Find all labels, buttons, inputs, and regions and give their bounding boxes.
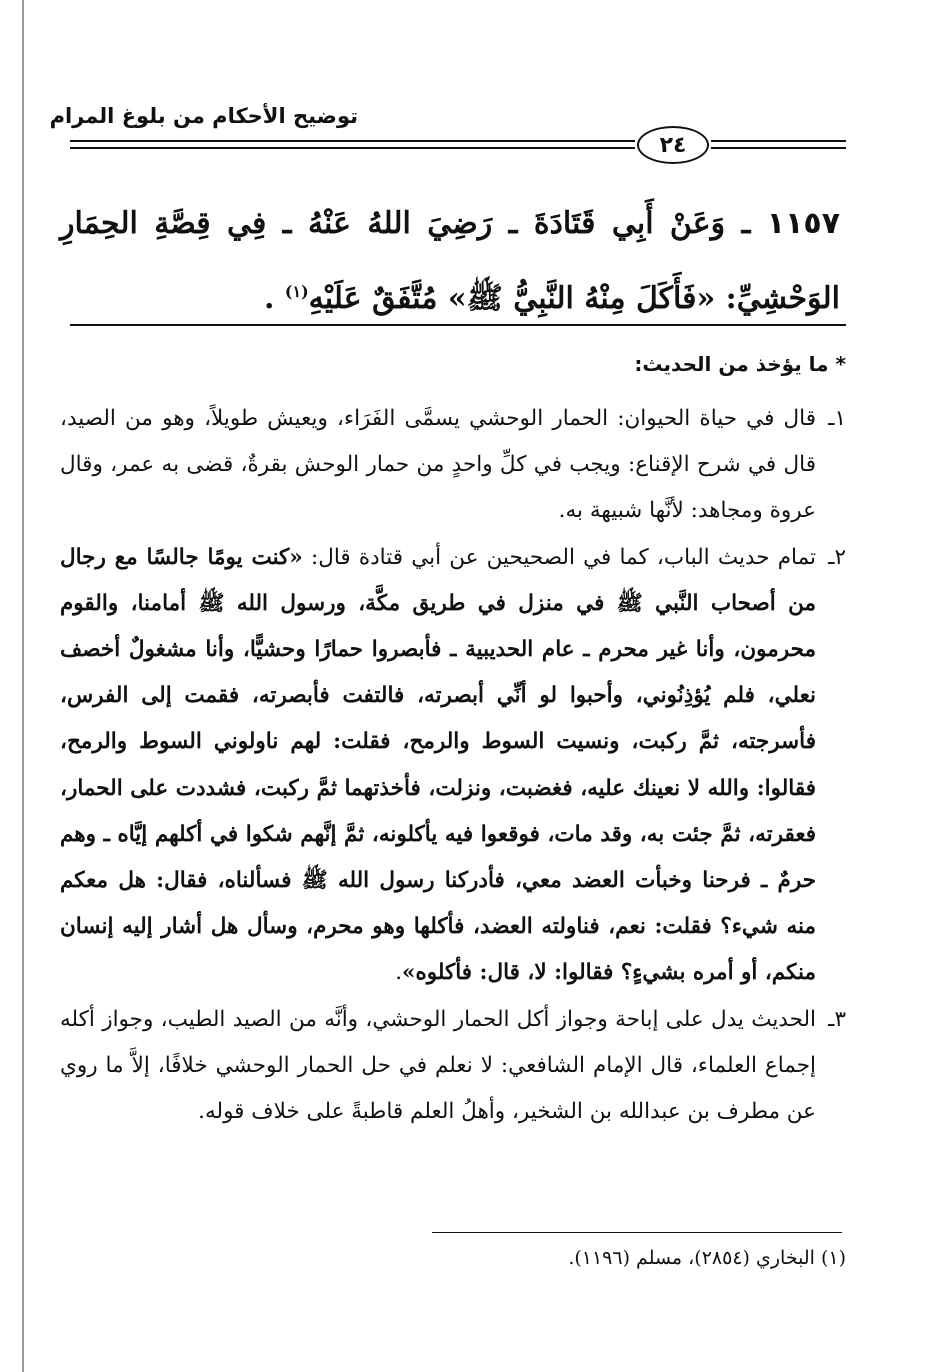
footnote-separator — [432, 1232, 842, 1233]
header-rule-right — [711, 140, 846, 142]
hadith-separator — [70, 324, 846, 326]
hadith-block — [60, 190, 840, 333]
running-header-title: توضيح الأحكام من بلوغ المرام — [49, 104, 358, 128]
list-item-1 — [60, 396, 846, 535]
benefits-list — [60, 396, 846, 1135]
hadith-narration-bold: «كنت يومًا جالسًا مع رجال من أصحاب النَّبي ﷺ في منزل في طريق مكَّة، ورسول الله ﷺ أمامنا، والقوم محرمون، وأنا غير محرم ـ عام الحديبية ـ فأبصروا حمارًا وحشيًّا، وأنا مشغولٌ أخصف نعلي، فلم يُؤذِنُوني، وأحبوا لو أنِّي أبصرته، فالتفت فأبصرته، فقمت إلى الفرس، فأسرجته، ثمَّ ركبت، ونسيت السوط والرمح، فقلت: لهم ناولوني السوط والرمح، فقالوا: والله لا نعينك عليه، فغضبت، ونزلت، فأخذتهما ثمَّ ركبت، فشددت على الحمار، فعقرته، ثمَّ جئت به، وقد مات، فوقعوا فيه يأكلونه، ثمَّ إنَّهم شكوا في أكلهم إيَّاه ـ وهم حرمٌ ـ فرحنا وخبأت العضد معي، فأدركنا رسول الله ﷺ فسألناه، فقال: هل معكم منه شيء؟ فقلت: نعم، فناولته العضد، فأكلها وهو محرم، وسأل هل أشار إليه إنسان منكم، أو أمره بشيءٍ؟ فقالوا: لا، قال: فأكلوه» — [60, 544, 816, 986]
hadith-end: . — [264, 281, 275, 316]
list-item-number: ٢ـ — [828, 544, 846, 570]
hadith-dash: ـ — [741, 206, 751, 241]
list-item-2 — [60, 535, 846, 997]
list-item-text: قال في حياة الحيوان: الحمار الوحشي يسمَّى الفَرَاء، ويعيش طويلاً، وهو من الصيد، قال في شرح الإقناع: ويجب في كلِّ واحدٍ من حمار الوحش بقرةٌ، قضى به عمر، وقال عروة ومجاهد: لأنَّها شبيهة به. — [60, 406, 816, 524]
list-item-text: الحديث يدل على إباحة وجواز أكل الحمار الوحشي، وأنَّه من الصيد الطيب، وجواز أكله إجماع العلماء، قال الإمام الشافعي: لا نعلم في حل الحمار الوحشي خلافًا، إلاَّ ما روي عن مطرف بن عبدالله بن الشخير، وأهلُ العلم قاطبةً على خلاف قوله. — [60, 1006, 816, 1125]
header-rule-right-2 — [711, 147, 846, 149]
list-item-number: ٣ـ — [828, 1006, 846, 1032]
footnote — [60, 1243, 846, 1273]
page-edge-line — [22, 0, 24, 1372]
footnote-marker: (١) — [820, 1247, 846, 1269]
hadith-text: وَعَنْ أَبِي قَتَادَةَ ـ رَضِيَ اللهُ عَنْهُ ـ فِي قِصَّةِ الحِمَارِ الوَحْشِيِّ: «فَأَكَلَ مِنْهُ النَّبِيُّ ﷺ» مُتَّفَقٌ عَلَيْهِ — [60, 206, 840, 316]
section-heading: * ما يؤخذ من الحديث: — [634, 352, 846, 376]
header-rule-left-2 — [70, 147, 635, 149]
list-item-end: . — [395, 960, 403, 986]
footnote-text: البخاري (٢٨٥٤)، مسلم (١١٩٦). — [568, 1247, 815, 1269]
header-rule-left — [70, 140, 635, 142]
hadith-footnote-marker: (١) — [284, 282, 309, 301]
page-number: ٢٤ — [637, 126, 709, 164]
list-item-text — [60, 535, 816, 997]
list-item-number: ١ـ — [828, 406, 846, 431]
list-item-3 — [60, 997, 846, 1136]
list-item-intro: تمام حديث الباب، كما في الصحيحين عن أبي قتادة قال: — [310, 544, 816, 570]
hadith-number: ١١٥٧ — [766, 206, 841, 241]
